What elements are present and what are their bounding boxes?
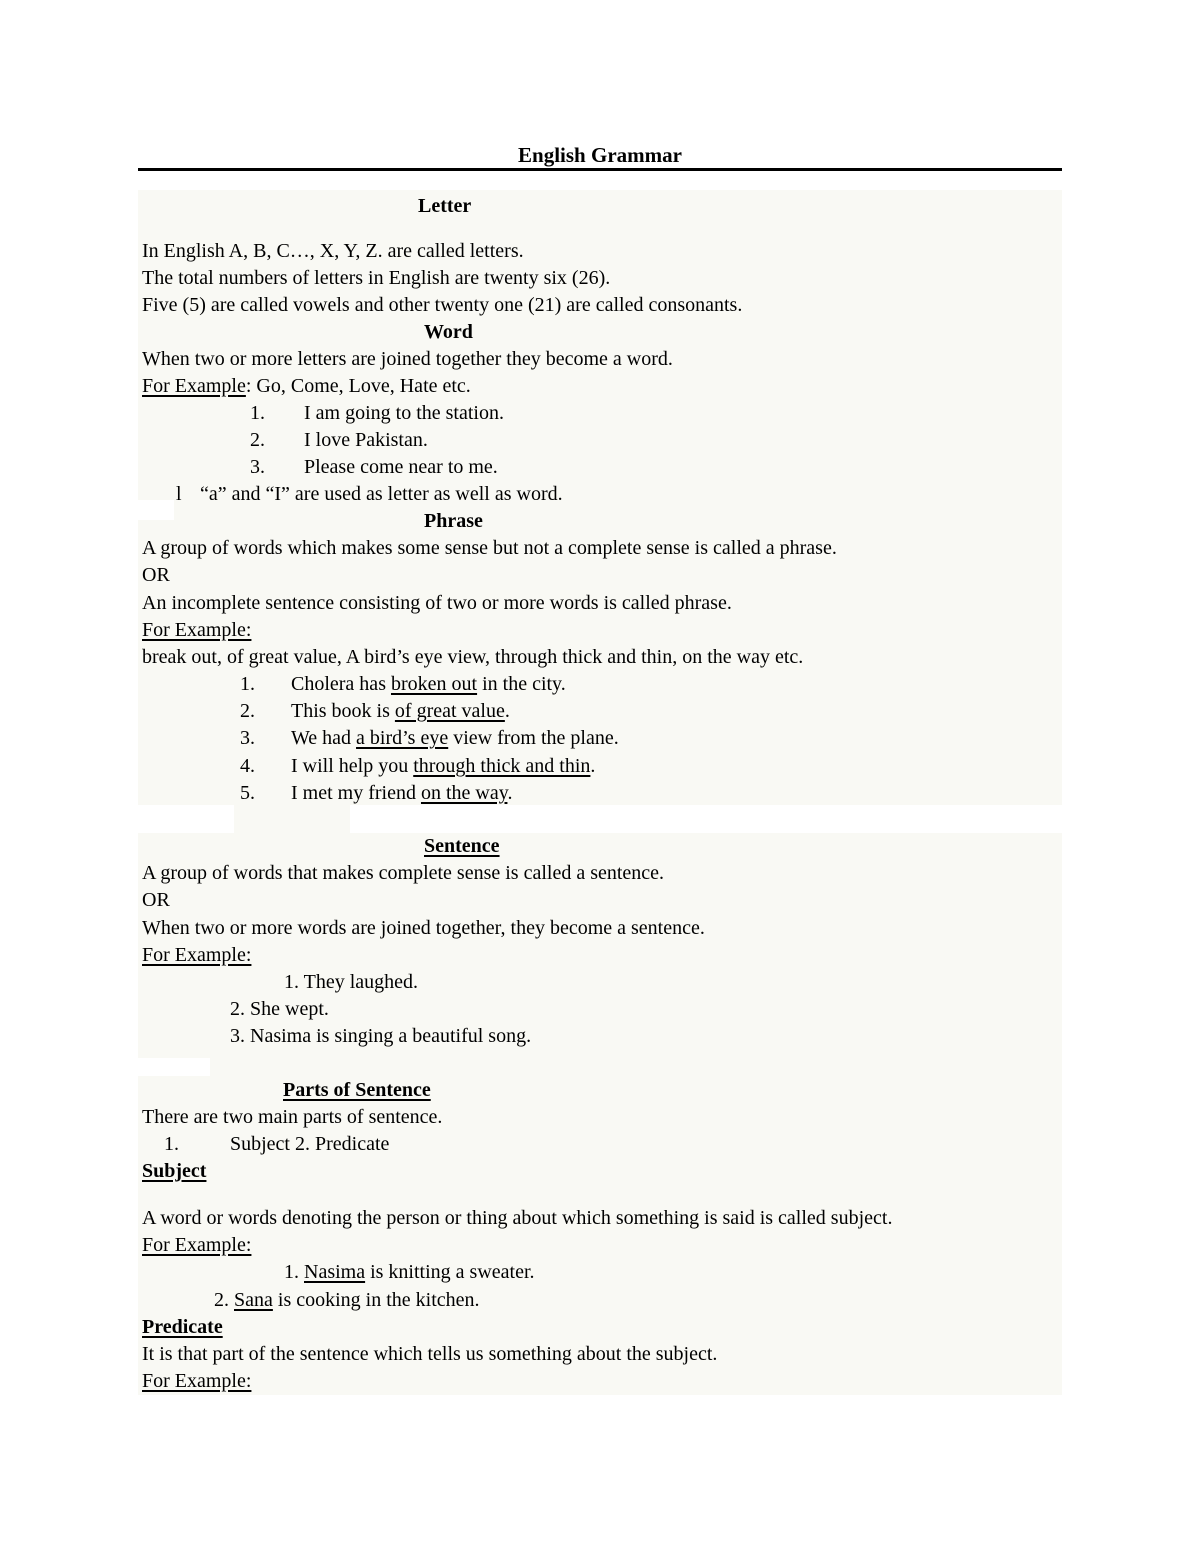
word-definition: When two or more letters are joined together they become a word. bbox=[142, 348, 673, 370]
example-text: : Go, Come, Love, Hate etc. bbox=[245, 375, 471, 397]
sentence-definition: A group of words that makes complete sense is called a sentence. bbox=[142, 862, 665, 884]
list-text: in the city. bbox=[477, 673, 566, 695]
list-text: Please come near to me. bbox=[304, 456, 498, 478]
word-note bbox=[176, 481, 563, 507]
predicate-heading: Predicate bbox=[142, 1316, 223, 1338]
word-heading: Word bbox=[424, 321, 473, 343]
list-item bbox=[240, 780, 512, 806]
list-item bbox=[250, 400, 504, 426]
subject-heading: Subject bbox=[142, 1160, 207, 1182]
list-number: 1. bbox=[250, 402, 265, 424]
list-number: 1. bbox=[164, 1133, 179, 1155]
phrase-highlight: a bird’s eye bbox=[356, 727, 449, 749]
phrase-highlight: broken out bbox=[390, 673, 478, 695]
phrase-highlight: on the way bbox=[420, 782, 508, 804]
word-example-line bbox=[142, 373, 471, 399]
list-item bbox=[240, 698, 510, 724]
letter-heading: Letter bbox=[418, 195, 472, 217]
note-text: “a” and “I” are used as letter as well as word. bbox=[200, 483, 563, 505]
list-item bbox=[240, 753, 595, 779]
list-text: . bbox=[590, 755, 596, 777]
list-item bbox=[240, 671, 566, 697]
list-text: I will help you bbox=[291, 755, 414, 777]
list-text: is cooking in the kitchen. bbox=[272, 1289, 480, 1311]
list-text: Subject 2. Predicate bbox=[230, 1133, 390, 1155]
list-text: I met my friend bbox=[291, 782, 421, 804]
list-number: 4. bbox=[240, 755, 255, 777]
list-item: 3. Nasima is singing a beautiful song. bbox=[230, 1025, 532, 1047]
list-item bbox=[164, 1131, 389, 1157]
background-gap bbox=[138, 805, 234, 833]
phrase-heading: Phrase bbox=[424, 510, 483, 532]
background-gap bbox=[350, 805, 1062, 833]
sentence-heading: Sentence bbox=[424, 835, 500, 857]
example-label: For Example: bbox=[142, 619, 252, 641]
phrase-definition: An incomplete sentence consisting of two or more words is called phrase. bbox=[142, 592, 732, 614]
bullet-icon: l bbox=[176, 483, 182, 505]
list-item bbox=[250, 454, 498, 480]
example-label: For Example: bbox=[142, 1370, 252, 1392]
example-label: For Example: bbox=[142, 944, 252, 966]
list-number: 2. bbox=[214, 1289, 234, 1311]
example-label: For Example bbox=[142, 375, 246, 397]
list-item: 1. They laughed. bbox=[284, 971, 419, 993]
list-number: 5. bbox=[240, 782, 255, 804]
or-label: OR bbox=[142, 564, 170, 586]
list-number: 3. bbox=[240, 727, 255, 749]
list-text: Cholera has bbox=[291, 673, 391, 695]
parts-intro: There are two main parts of sentence. bbox=[142, 1106, 443, 1128]
sentence-definition: When two or more words are joined together, they become a sentence. bbox=[142, 917, 705, 939]
phrase-examples: break out, of great value, A bird’s eye view, through thick and thin, on the way etc. bbox=[142, 646, 804, 668]
or-label: OR bbox=[142, 889, 170, 911]
list-number: 1. bbox=[240, 673, 255, 695]
list-text: This book is bbox=[291, 700, 395, 722]
subject-definition: A word or words denoting the person or thing about which something is said is called subject. bbox=[142, 1207, 893, 1229]
list-number: 1. bbox=[284, 1261, 304, 1283]
list-item bbox=[214, 1287, 480, 1313]
example-label: For Example: bbox=[142, 1234, 252, 1256]
phrase-highlight: through thick and thin bbox=[413, 755, 591, 777]
list-item: 2. She wept. bbox=[230, 998, 329, 1020]
list-number: 2. bbox=[250, 429, 265, 451]
list-item bbox=[250, 427, 428, 453]
list-text: We had bbox=[291, 727, 357, 749]
subject-highlight: Sana bbox=[234, 1289, 273, 1311]
list-text: is knitting a sweater. bbox=[365, 1261, 535, 1283]
subject-highlight: Nasima bbox=[304, 1261, 366, 1283]
list-text: . bbox=[504, 700, 510, 722]
list-item bbox=[240, 725, 619, 751]
list-item bbox=[284, 1259, 535, 1285]
list-text: I love Pakistan. bbox=[304, 429, 428, 451]
phrase-highlight: of great value bbox=[394, 700, 505, 722]
letter-line: The total numbers of letters in English are twenty six (26). bbox=[142, 267, 611, 289]
parts-heading: Parts of Sentence bbox=[283, 1079, 431, 1101]
list-text: view from the plane. bbox=[448, 727, 619, 749]
background-gap bbox=[138, 500, 174, 520]
list-number: 2. bbox=[240, 700, 255, 722]
background-gap bbox=[138, 1058, 210, 1076]
phrase-definition: A group of words which makes some sense but not a complete sense is called a phrase. bbox=[142, 537, 837, 559]
letter-line: Five (5) are called vowels and other twenty one (21) are called consonants. bbox=[142, 294, 743, 316]
document-title: English Grammar bbox=[138, 142, 1062, 171]
letter-line: In English A, B, C…, X, Y, Z. are called letters. bbox=[142, 240, 524, 262]
list-text: . bbox=[507, 782, 513, 804]
predicate-definition: It is that part of the sentence which tells us something about the subject. bbox=[142, 1343, 718, 1365]
list-text: I am going to the station. bbox=[304, 402, 504, 424]
list-number: 3. bbox=[250, 456, 265, 478]
